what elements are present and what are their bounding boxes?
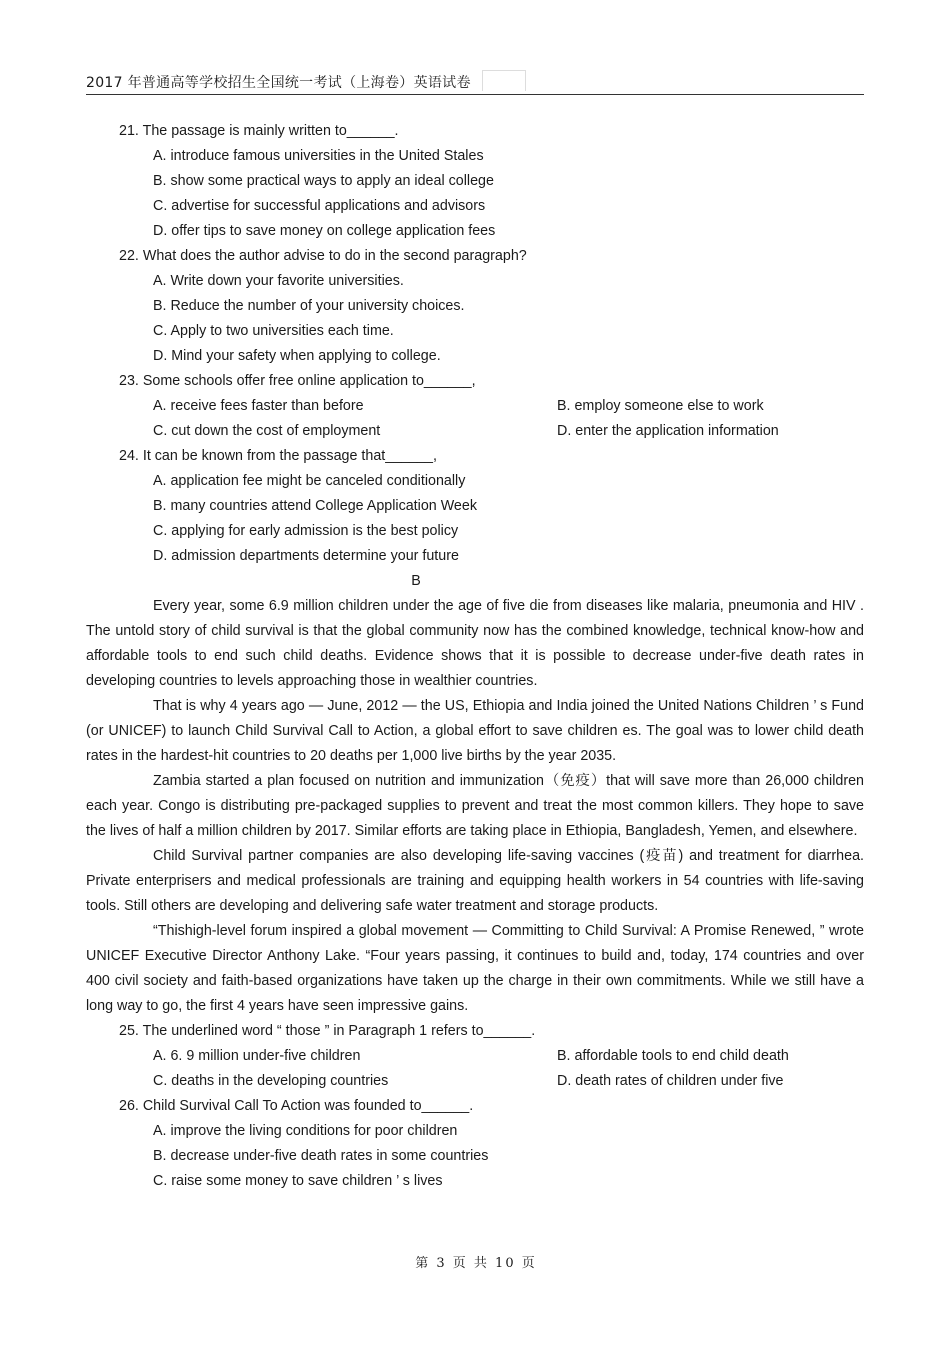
question-23-options-row-2 xyxy=(86,419,864,444)
question-23-option-c: C. cut down the cost of employment xyxy=(153,423,381,439)
page-header xyxy=(86,70,864,95)
question-21-stem: 21. The passage is mainly written to______. xyxy=(119,123,399,139)
question-26-option-b: B. decrease under-five death rates in some countries xyxy=(153,1148,489,1164)
question-25-options-row-2 xyxy=(86,1069,864,1094)
question-24-option-b: B. many countries attend College Application Week xyxy=(153,498,477,514)
question-22-stem: 22. What does the author advise to do in the second paragraph? xyxy=(119,248,527,264)
question-23-options-row-1 xyxy=(86,394,864,419)
question-26-option-a: A. improve the living conditions for poor children xyxy=(153,1123,458,1139)
question-24-option-d: D. admission departments determine your future xyxy=(153,548,459,564)
question-25-option-a: A. 6. 9 million under-five children xyxy=(153,1048,361,1064)
question-25-options-row-1 xyxy=(86,1044,864,1069)
passage-paragraph-4: Child Survival partner companies are also developing life-saving vaccines (疫苗) and treatment for diarrhea. Private enterprisers and medical professionals are training and equipping health workers in 54 countries with life-saving tools. Still others are developing and delivering safe water treatment and storage products. xyxy=(86,848,864,914)
question-26-stem: 26. Child Survival Call To Action was founded to______. xyxy=(119,1098,474,1114)
question-23-option-b: B. employ someone else to work xyxy=(557,398,764,414)
passage-paragraph-3: Zambia started a plan focused on nutrition and immunization（免疫）that will save more than 26,000 children each year. Congo is distributing pre-packaged supplies to prevent and treat the most common killers. They hope to save the lives of half a million children by 2017. Similar efforts are taking place in Ethiopia, Bangladesh, Yemen, and elsewhere. xyxy=(86,773,864,839)
question-21-option-b: B. show some practical ways to apply an ideal college xyxy=(153,173,494,189)
question-25-option-b: B. affordable tools to end child death xyxy=(557,1048,789,1064)
question-22-option-b: B. Reduce the number of your university choices. xyxy=(153,298,465,314)
question-21-option-a: A. introduce famous universities in the United Stales xyxy=(153,148,484,164)
question-24-option-c: C. applying for early admission is the best policy xyxy=(153,523,459,539)
page-footer xyxy=(0,1252,950,1271)
question-25-option-c: C. deaths in the developing countries xyxy=(153,1073,389,1089)
passage-paragraph-5: “Thishigh-level forum inspired a global movement — Committing to Child Survival: A Promise Renewed, ” wrote UNICEF Executive Director Anthony Lake. “Four years passing, it continues to build and, today, 174 countries and over 400 civil society and faith-based organizations have taken up the charge in their own commitments. While we still have a long way to go, the first 4 years have seen impressive gains. xyxy=(86,923,864,1014)
header-decoration-box xyxy=(482,70,526,91)
passage-paragraph-2: That is why 4 years ago — June, 2012 — the US, Ethiopia and India joined the United Nations Children ’ s Fund (or UNICEF) to launch Child Survival Call to Action, a global effort to save children es. The goal was to lower child death rates in the hardest-hit countries to 20 deaths per 1,000 live births by the year 2035. xyxy=(86,698,864,764)
page-number: 第 3 页 共 10 页 xyxy=(415,1256,537,1271)
question-22-option-a: A. Write down your favorite universities. xyxy=(153,273,404,289)
passage-paragraph-1: Every year, some 6.9 million children under the age of five die from diseases like malaria, pneumonia and HIV . The untold story of child survival is that the global community now has the combined knowledge, technical know-how and affordable tools to end such child deaths. Evidence shows that it is possible to decrease under-five death rates in developing countries to levels approaching those in wealthier countries. xyxy=(86,598,864,689)
question-21-option-c: C. advertise for successful applications and advisors xyxy=(153,198,486,214)
question-25-stem: 25. The underlined word “ those ” in Paragraph 1 refers to______. xyxy=(119,1023,536,1039)
question-22-option-c: C. Apply to two universities each time. xyxy=(153,323,394,339)
exam-title: 2017 年普通高等学校招生全国统一考试（上海卷）英语试卷 xyxy=(86,75,471,91)
question-23-stem: 23. Some schools offer free online application to______, xyxy=(119,373,476,389)
question-23-option-d: D. enter the application information xyxy=(557,423,779,439)
question-21-option-d: D. offer tips to save money on college application fees xyxy=(153,223,496,239)
section-b-title: B xyxy=(411,573,421,589)
page-content xyxy=(86,119,864,1194)
question-24-option-a: A. application fee might be canceled conditionally xyxy=(153,473,466,489)
question-22-option-d: D. Mind your safety when applying to college. xyxy=(153,348,441,364)
question-23-option-a: A. receive fees faster than before xyxy=(153,398,364,414)
question-24-stem: 24. It can be known from the passage that______, xyxy=(119,448,437,464)
question-25-option-d: D. death rates of children under five xyxy=(557,1073,784,1089)
question-26-option-c: C. raise some money to save children ’ s lives xyxy=(153,1173,443,1189)
